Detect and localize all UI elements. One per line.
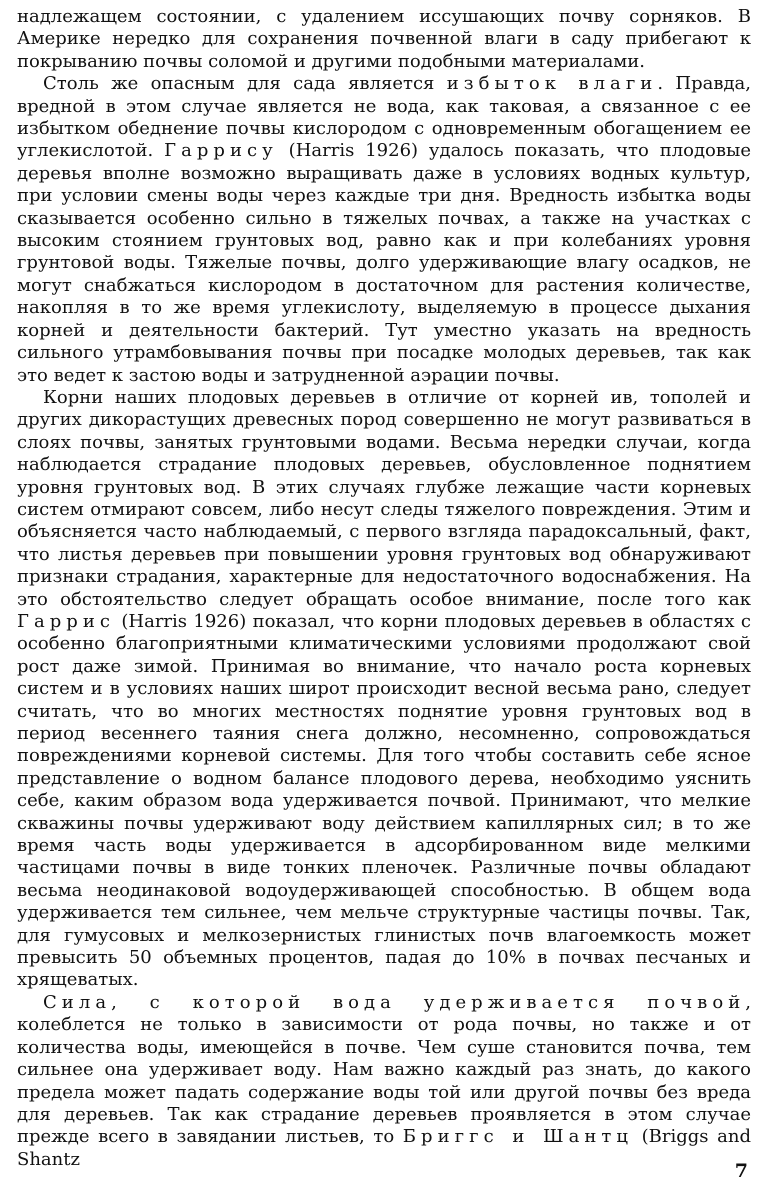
- paragraph: [17, 387, 751, 992]
- paragraph: [17, 73, 751, 387]
- page-number: 7: [734, 1160, 748, 1182]
- emphasized-text: Гаррису: [164, 140, 278, 162]
- text-run: (Harris 1926) показал, что корни плодовых деревьев в областях с особенно благоприятными климатическими условиями продолжают свой рост даже зимой. Принимая во внимание, что начало роста корневых систем и в условиях наших широт происходит весной весьма рано, следует считать, что во многих местностях поднятие уровня грунтовых вод в период весеннего таяния снега должно, несомненно, сопровождаться повреждениями корневой системы. Для того чтобы составить себе ясное представление о водном балансе плодового дерева, необходимо уяснить себе, каким образом вода удерживается почвой. Принимают, что мелкие скважины почвы удерживают воду действием капиллярных сил; в то же время часть воды удерживается в адсорбированном виде мелкими частицами почвы в виде тонких пленочек. Различные почвы обладают весьма неодинаковой водоудерживающей способностью. В общем вода удерживается тем сильнее, чем мельче структурные частицы почвы. Так, для гумусовых и мелкозернистых глинистых почв влагоемкость может превысить 50 объемных процентов, падая до 10% в почвах песчаных и хрящеватых.: [17, 610, 751, 991]
- emphasized-text: избыток влаги: [446, 73, 658, 95]
- paragraph: [17, 992, 751, 1171]
- book-page-text: [17, 6, 751, 1171]
- text-run: надлежащем состоянии, с удалением иссушающих почву сорняков. В Америке нередко для сохранения почвенной влаги в саду прибегают к покрыванию почвы соломой и другими подобными материалами.: [17, 6, 751, 72]
- text-run: . Правда, вредной в этом случае является не вода, как таковая, а связанное с ее избытком обеднение почвы кислородом с одновременным обогащением ее углекислотой.: [17, 73, 751, 162]
- emphasized-text: Бриггс и Шантц: [402, 1126, 634, 1148]
- paragraph: [17, 6, 751, 73]
- text-run: (Briggs and Shantz: [17, 1126, 751, 1170]
- emphasized-text: Сила, с которой вода удерживается почвой: [43, 991, 746, 1013]
- text-run: Столь же опасным для сада является: [43, 73, 447, 95]
- emphasized-text: Гаррис: [17, 610, 116, 632]
- text-run: (Harris 1926) удалось показать, что плодовые деревья вполне возможно выращивать даже в условиях водных культур, при условии смены воды через каждые три дня. Вредность избытка воды сказывается особенно сильно в тяжелых почвах, а также на участках с высоким стоянием грунтовых вод, равно как и при колебаниях уровня грунтовой воды. Тяжелые почвы, долго удерживающие влагу осадков, не могут снабжаться кислородом в достаточном для растения количестве, накопляя в то же время углекислоту, выделяемую в процессе дыхания корней и деятельности бактерий. Тут уместно указать на вредность сильного утрамбовывания почвы при посадке молодых деревьев, так как это ведет к застою воды и затрудненной аэрации почвы.: [17, 140, 751, 386]
- text-run: , колеблется не только в зависимости от рода почвы, но также и от количества воды, имеющейся в почве. Чем суше становится почва, тем сильнее она удерживает воду. Нам важно каждый раз знать, до какого предела может падать содержание воды той или другой почвы без вреда для деревьев. Так как страдание деревьев проявляется в этом случае прежде всего в завядании листьев, то: [17, 991, 751, 1148]
- text-run: Корни наших плодовых деревьев в отличие от корней ив, тополей и других дикорастущих древесных пород совершенно не могут развиваться в слоях почвы, занятых грунтовыми водами. Весьма нередки случаи, когда наблюдается страдание плодовых деревьев, обусловленное поднятием уровня грунтовых вод. В этих случаях глубже лежащие части корневых систем отмирают совсем, либо несут следы тяжелого повреждения. Этим и объясняется часто наблюдаемый, с первого взгляда парадоксальный, факт, что листья деревьев при повышении уровня грунтовых вод обнаруживают признаки страдания, характерные для недостаточного водоснабжения. На это обстоятельство следует обращать особое внимание, после того как: [17, 386, 751, 610]
